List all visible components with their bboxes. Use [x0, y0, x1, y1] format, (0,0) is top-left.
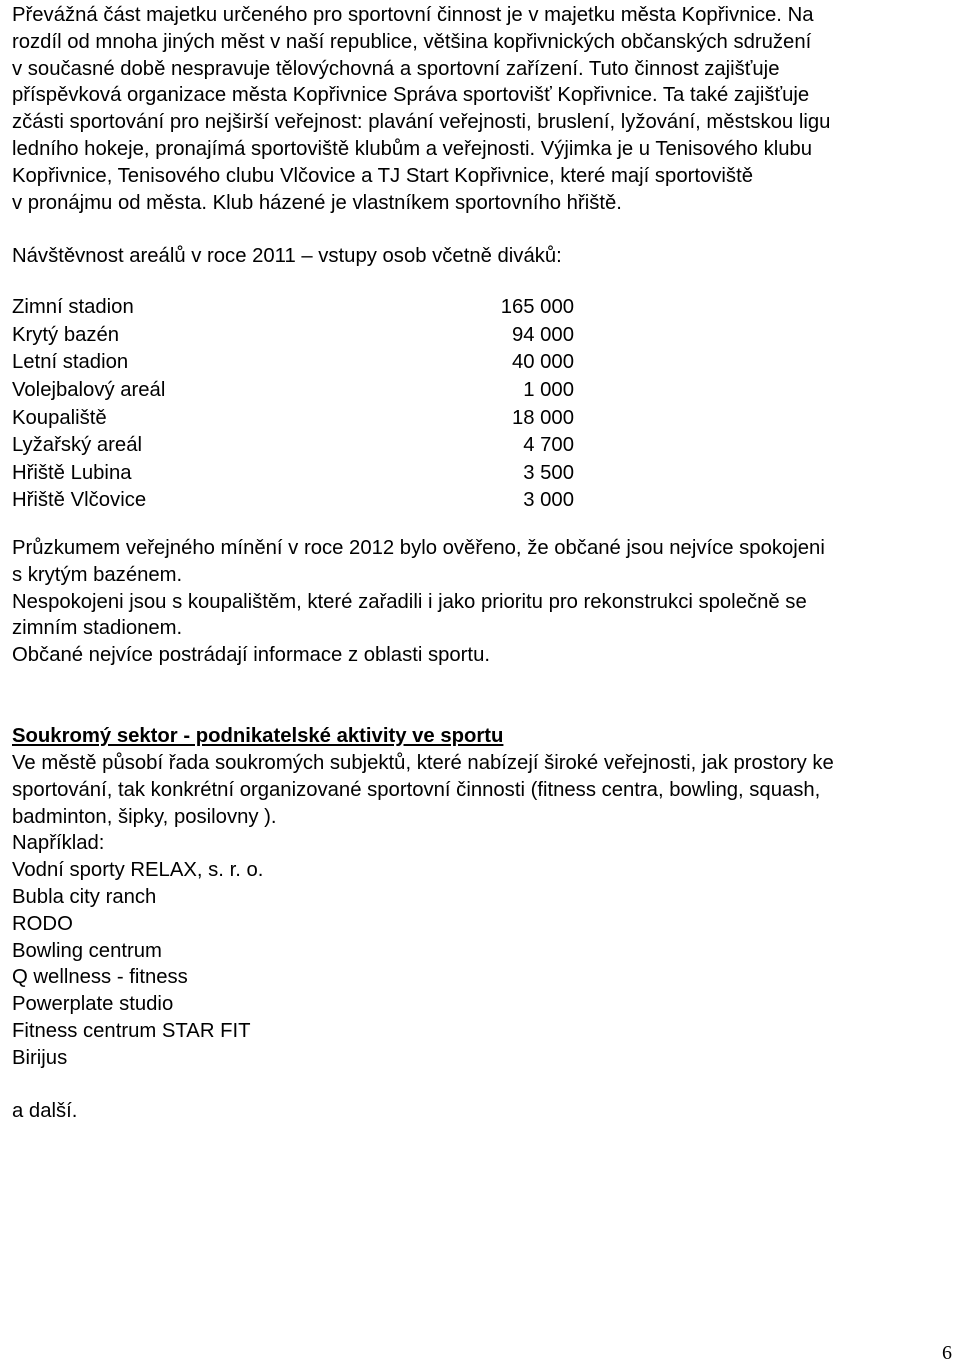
intro-paragraph: [12, 2, 954, 216]
private-sector-line: badminton, šipky, posilovny ).: [12, 805, 277, 828]
survey-line: zimním stadionem.: [12, 617, 183, 640]
venue-name: Krytý bazén: [12, 323, 120, 346]
venue-visits: 1 000: [523, 379, 574, 402]
list-item: Bowling centrum: [12, 939, 162, 962]
intro-line: v pronájmu od města. Klub házené je vlastníkem sportovního hřiště.: [12, 191, 622, 214]
list-item: RODO: [12, 912, 73, 935]
venue-visits: 40 000: [511, 351, 574, 374]
venue-name: Hřiště Lubina: [12, 461, 132, 484]
list-item: Bubla city ranch: [12, 885, 157, 908]
venue-visits: 165 000: [500, 296, 574, 319]
table-row: [12, 405, 574, 433]
venue-name: Lyžařský areál: [12, 434, 142, 457]
list-item: Birijus: [12, 1046, 68, 1069]
venue-name: Hřiště Vlčovice: [12, 489, 147, 512]
table-row: [12, 432, 574, 460]
venue-visits: 4 700: [523, 434, 574, 457]
example-label: Například:: [12, 832, 105, 855]
intro-line: v současné době nespravuje tělovýchovná a sportovní zařízení. Tuto činnost zajišťuje: [12, 57, 780, 80]
list-item: Q wellness - fitness: [12, 966, 188, 989]
table-row: [12, 322, 574, 350]
survey-line: s krytým bazénem.: [12, 563, 183, 586]
venue-visits: 3 000: [523, 489, 574, 512]
venue-visits: 18 000: [511, 406, 574, 429]
spacer: [12, 1071, 954, 1098]
visits-heading: Návštěvnost areálů v roce 2011 – vstupy osob včetně diváků:: [12, 245, 562, 268]
intro-line: rozdíl od mnoha jiných měst v naší republice, většina kopřivnických občanských sdružení: [12, 30, 812, 53]
document-page: [12, 2, 954, 1125]
list-item: Vodní sporty RELAX, s. r. o.: [12, 859, 264, 882]
intro-line: zčásti sportování pro nejširší veřejnost: plavání veřejnosti, bruslení, lyžování, městskou ligu: [12, 111, 831, 134]
spacer: [12, 515, 954, 535]
venue-name: Letní stadion: [12, 351, 129, 374]
list-item: Fitness centrum STAR FIT: [12, 1019, 251, 1042]
page-number: 6: [942, 1342, 952, 1364]
venue-name: Koupaliště: [12, 406, 107, 429]
table-row: [12, 377, 574, 405]
section-title: Soukromý sektor - podnikatelské aktivity ve sportu: [12, 725, 504, 748]
spacer: [12, 216, 954, 243]
table-row: [12, 460, 574, 488]
table-row: [12, 294, 574, 322]
private-sector-line: sportování, tak konkrétní organizované sportovní činnosti (fitness centra, bowling, squash,: [12, 778, 821, 801]
venue-visits: 3 500: [523, 461, 574, 484]
survey-line: Nespokojeni jsou s koupalištěm, které zařadili i jako prioritu pro rekonstrukci společně se: [12, 590, 807, 613]
survey-paragraph: [12, 535, 954, 669]
intro-line: příspěvková organizace města Kopřivnice Správa sportovišť Kopřivnice. Ta také zajišťuje: [12, 84, 810, 107]
survey-line: Občané nejvíce postrádají informace z oblasti sportu.: [12, 644, 490, 667]
venue-visits: 94 000: [511, 323, 574, 346]
private-sector-line: Ve městě působí řada soukromých subjektů, které nabízejí široké veřejnosti, jak prostory ke: [12, 751, 834, 774]
intro-line: Převážná část majetku určeného pro sportovní činnost je v majetku města Kopřivnice. Na: [12, 4, 814, 26]
spacer: [12, 669, 954, 723]
closing-text: a další.: [12, 1100, 78, 1123]
private-sector-paragraph: [12, 750, 954, 1072]
venue-name: Volejbalový areál: [12, 379, 166, 402]
table-row: [12, 349, 574, 377]
table-row: [12, 487, 574, 515]
venue-name: Zimní stadion: [12, 296, 134, 319]
visits-table: [12, 294, 574, 515]
list-item: Powerplate studio: [12, 993, 174, 1016]
survey-line: Průzkumem veřejného mínění v roce 2012 bylo ověřeno, že občané jsou nejvíce spokojeni: [12, 537, 825, 560]
intro-line: Kopřivnice, Tenisového clubu Vlčovice a TJ Start Kopřivnice, které mají sportoviště: [12, 164, 753, 187]
intro-line: ledního hokeje, pronajímá sportoviště klubům a veřejnosti. Výjimka je u Tenisového klubu: [12, 137, 813, 160]
